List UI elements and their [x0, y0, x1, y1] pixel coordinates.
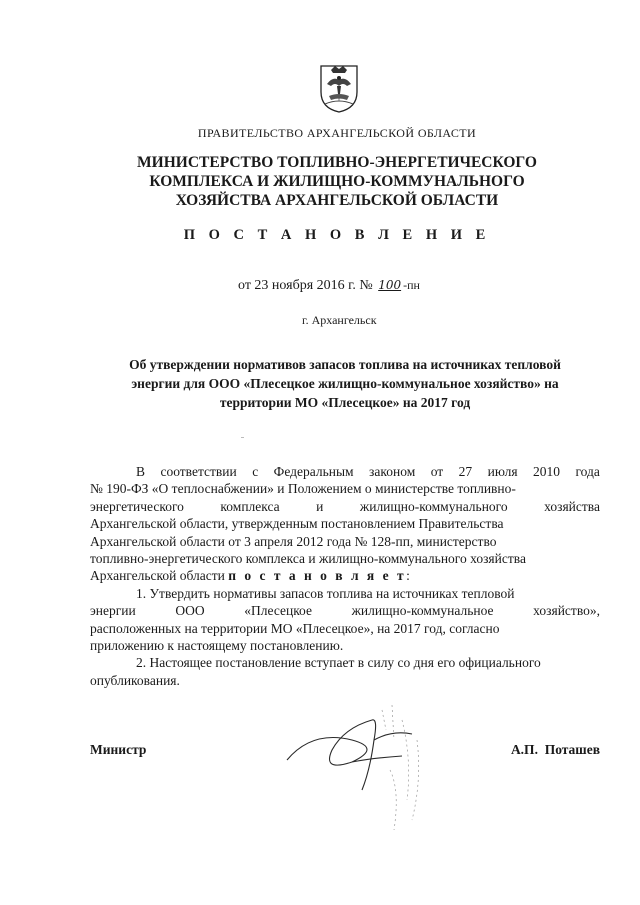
body-word: Федеральным: [273, 464, 354, 479]
ministry-name: [0, 153, 640, 210]
body-line: [90, 602, 600, 619]
subject-line: энергии для ООО «Плесецкое жилищно-коммунальное хозяйство» на: [131, 376, 559, 391]
body-word: № 190-ФЗ «О теплоснабжении» и Положением о министерстве топливно-: [90, 481, 516, 497]
body-word: В: [136, 464, 146, 479]
body-word: от: [430, 464, 444, 479]
body-line: [90, 515, 600, 532]
body-word: с: [252, 464, 259, 479]
ministry-line: ХОЗЯЙСТВА АРХАНГЕЛЬСКОЙ ОБЛАСТИ: [175, 192, 499, 209]
subject-line: Об утверждении нормативов запасов топлива на источниках тепловой: [129, 357, 561, 372]
body-text: приложению к настоящему постановлению.: [90, 638, 344, 654]
resolves-word: п о с т а н о в л я е т: [228, 568, 407, 584]
body-word: комплекса: [220, 498, 280, 514]
body-word: «Плесецкое: [244, 603, 312, 619]
signatory-role: Министр: [90, 742, 147, 757]
body-text: 2. Настоящее постановление вступает в силу со дня его официального: [136, 655, 541, 671]
city: г. Архангельск: [302, 313, 377, 327]
body-word: жилищно-коммунального: [359, 498, 508, 514]
decree-body: [90, 463, 600, 689]
body-text: :: [406, 568, 410, 584]
paragraph-preamble: [90, 463, 600, 567]
ministry-line: КОМПЛЕКСА И ЖИЛИЩНО-КОММУНАЛЬНОГО: [149, 173, 525, 190]
body-word: 27: [458, 464, 473, 479]
body-word: жилищно-коммунальное: [351, 603, 494, 619]
body-word: расположенных на территории МО «Плесецкое», на 2017 год, согласно: [90, 620, 500, 636]
body-word: июля: [487, 464, 518, 479]
body-word: хозяйства: [544, 498, 600, 514]
date-text: от 23 ноября 2016 г. №: [238, 278, 377, 293]
ministry-line: МИНИСТЕРСТВО ТОПЛИВНО-ЭНЕРГЕТИЧЕСКОГО: [137, 154, 537, 171]
body-word: 1. Утвердить нормативы запасов топлива на источниках тепловой: [136, 585, 515, 601]
body-word: года: [575, 464, 600, 479]
scan-mark: [241, 437, 244, 438]
body-word: Архангельской области, утвержденным постановлением Правительства: [90, 516, 504, 532]
body-word: законом: [369, 464, 416, 479]
body-word: 2010: [532, 464, 560, 479]
signatory-name: А.П. Поташев: [510, 742, 600, 757]
body-word: энергетического: [90, 498, 184, 514]
body-text: Архангельской области: [90, 568, 229, 584]
body-word: ООО: [175, 603, 205, 619]
body-line: [90, 585, 600, 602]
body-word: хозяйство»,: [533, 603, 600, 619]
item-1: [90, 585, 600, 637]
body-line: [90, 550, 600, 567]
body-line: [90, 620, 600, 637]
body-line: [90, 533, 600, 550]
body-line: [90, 637, 600, 654]
body-word: соответствии: [160, 464, 237, 479]
body-word: Архангельской области от 3 апреля 2012 года № 128-пп, министерство: [90, 533, 497, 549]
body-line: [90, 480, 600, 497]
body-word: топливно-энергетического комплекса и жилищно-коммунального хозяйства: [90, 551, 526, 567]
body-word: и: [316, 498, 324, 514]
body-line: [90, 672, 600, 689]
body-text: опубликования.: [90, 672, 180, 688]
body-line: [90, 463, 600, 480]
handwritten-signature-icon: [282, 700, 452, 840]
government-name: ПРАВИТЕЛЬСТВО АРХАНГЕЛЬСКОЙ ОБЛАСТИ: [197, 126, 477, 140]
body-word: энергии: [90, 603, 136, 619]
date-and-number: [238, 278, 420, 294]
item-2: [90, 654, 600, 671]
body-line: [90, 567, 600, 584]
number-suffix: -пн: [403, 278, 420, 292]
document-type: П О С Т А Н О В Л Е Н И Е: [183, 227, 491, 243]
subject-line: территории МО «Плесецкое» на 2017 год: [219, 395, 471, 410]
document-number: 100: [378, 278, 402, 292]
coat-of-arms-icon: [317, 62, 361, 114]
decree-subject: [90, 355, 600, 412]
body-line: [90, 498, 600, 515]
